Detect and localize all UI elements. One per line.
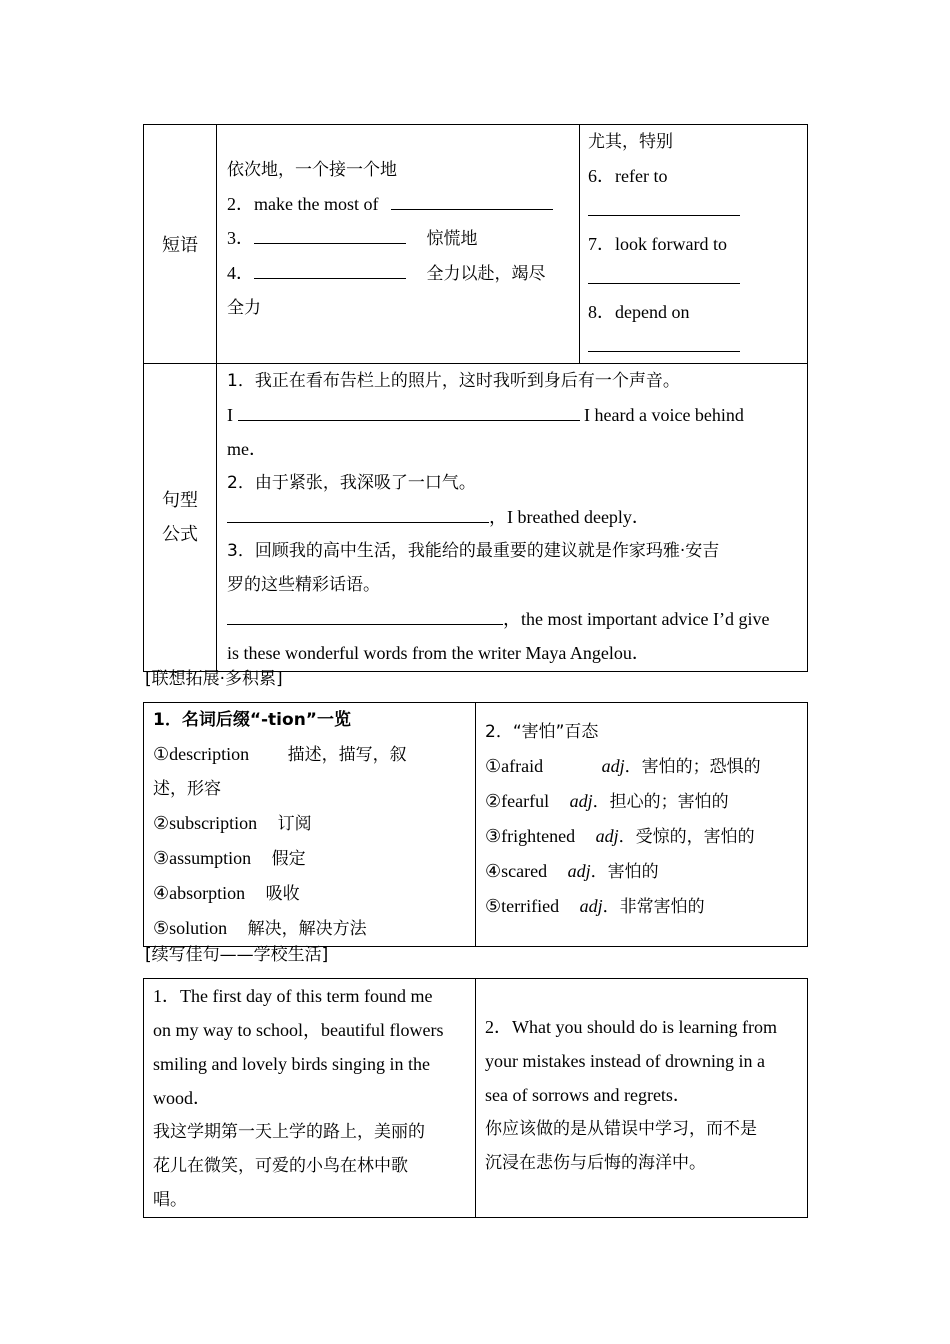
chinese-translation-line: 沉浸在悲伤与后悔的海洋中。 <box>485 1153 706 1173</box>
fear-box <box>476 703 808 947</box>
chinese-translation-line: 我这学期第一天上学的路上，美丽的 <box>153 1122 425 1142</box>
chinese-translation-line: 花儿在微笑，可爱的小鸟在林中歌 <box>153 1156 408 1176</box>
english-sentence-line: 2．What you should do is learning from <box>485 1017 777 1037</box>
pattern-line: 罗的这些精彩话语。 <box>227 575 380 595</box>
good-sentences-table <box>143 978 808 1218</box>
phrase-line: 尤其，特别 <box>588 132 673 152</box>
pattern-line: ，the most important advice I’d give <box>227 602 807 636</box>
extension-table <box>143 702 808 947</box>
chinese-translation-line: 唱。 <box>153 1190 187 1210</box>
fear-item: ②fearful adj．担心的；害怕的 <box>485 791 729 812</box>
suffix-item: ④absorption 吸收 <box>153 883 300 904</box>
answer-blank[interactable] <box>227 606 503 625</box>
answer-blank[interactable] <box>588 265 740 284</box>
phrase-line: 4． 全力以赴，竭尽 <box>227 256 579 291</box>
pattern-line: 3．回顾我的高中生活，我能给的最重要的建议就是作家玛雅·安吉 <box>227 541 720 561</box>
phrase-line: 依次地，一个接一个地 <box>227 160 397 180</box>
sentence-patterns-label: 句型 公式 <box>144 364 217 672</box>
phrases-middle-cell <box>217 125 580 364</box>
phrases-label: 短语 <box>144 125 217 364</box>
fear-item: ⑤terrified adj．非常害怕的 <box>485 896 705 917</box>
phrase-line: 全力 <box>227 298 261 318</box>
suffix-item: ①description 描述，描写，叙 <box>153 744 407 765</box>
answer-blank[interactable] <box>391 191 553 210</box>
vocab-table <box>143 124 808 672</box>
english-sentence-line: on my way to school，beautiful flowers <box>153 1020 444 1040</box>
fear-item: ①afraid adj．害怕的；恐惧的 <box>485 756 761 777</box>
answer-blank[interactable] <box>254 260 406 279</box>
english-sentence-line: 1．The first day of this term found me <box>153 986 433 1006</box>
phrase-line: 7．look forward to <box>588 234 727 254</box>
sentence-box-left <box>144 979 476 1218</box>
suffix-item: ⑤solution 解决，解决方法 <box>153 918 367 939</box>
answer-blank[interactable] <box>588 333 740 352</box>
sentence-box-right <box>476 979 808 1218</box>
answer-blank[interactable] <box>238 402 580 421</box>
pattern-line: 1．我正在看布告栏上的照片，这时我听到身后有一个声音。 <box>227 371 680 391</box>
section-heading-good-sentences: [续写佳句——学校生活] <box>145 945 329 965</box>
sentence-patterns-cell <box>217 364 808 672</box>
fear-item: ③frightened adj．受惊的，害怕的 <box>485 826 755 847</box>
pattern-line: 2．由于紧张，我深吸了一口气。 <box>227 473 476 493</box>
suffix-title: 1．名词后缀“-tion”一览 <box>153 710 351 730</box>
answer-blank[interactable] <box>588 197 740 216</box>
suffix-item: ②subscription 订阅 <box>153 813 312 834</box>
chinese-translation-line: 你应该做的是从错误中学习，而不是 <box>485 1119 757 1139</box>
phrase-line: 3． 惊慌地 <box>227 221 579 256</box>
english-sentence-line: wood． <box>153 1088 211 1108</box>
english-sentence-line: sea of sorrows and regrets． <box>485 1085 691 1105</box>
english-sentence-line: your mistakes instead of drowning in a <box>485 1051 765 1071</box>
suffix-item: 述，形容 <box>153 779 221 799</box>
english-sentence-line: smiling and lovely birds singing in the <box>153 1054 430 1074</box>
fear-item: ④scared adj．害怕的 <box>485 861 659 882</box>
phrase-line: 2．make the most of <box>227 187 579 221</box>
answer-blank[interactable] <box>254 225 406 244</box>
fear-title: 2．“害怕”百态 <box>485 722 599 742</box>
pattern-line: ，I breathed deeply． <box>227 500 807 534</box>
suffix-item: ③assumption 假定 <box>153 848 306 869</box>
phrase-line: 6．refer to <box>588 166 668 186</box>
pattern-line: me． <box>227 439 267 459</box>
pattern-line: I I heard a voice behind <box>227 398 807 432</box>
section-heading-extension: [联想拓展·多积累] <box>145 669 283 689</box>
phrases-right-cell <box>580 125 808 364</box>
suffix-box <box>144 703 476 947</box>
answer-blank[interactable] <box>227 504 489 523</box>
phrase-line: 8．depend on <box>588 302 690 322</box>
pattern-line: is these wonderful words from the writer Maya Angelou． <box>227 643 650 663</box>
